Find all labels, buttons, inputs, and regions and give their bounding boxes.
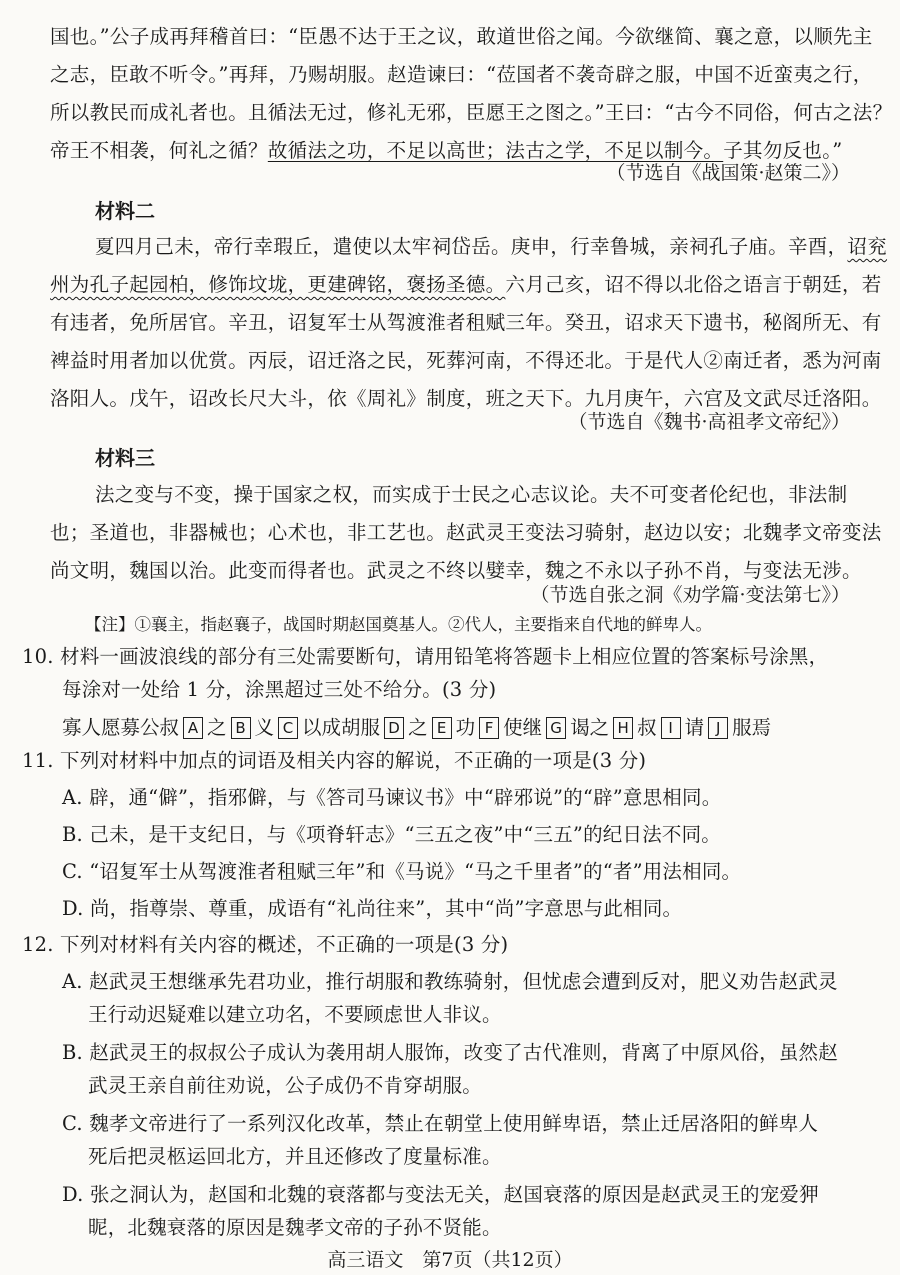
q10-seg: 使继 [503, 716, 543, 739]
q10-seg: 寡人愿募公叔 [62, 716, 180, 739]
answer-box-f[interactable]: F [479, 717, 499, 739]
q10-seg: 功 [455, 716, 476, 739]
footnote: 【注】①襄主，指赵襄子，战国时期赵国奠基人。②代人，主要指来自代地的鲜卑人。 [85, 615, 712, 634]
answer-box-i[interactable]: I [661, 717, 681, 739]
q11-option-c: C. “诏复军士从驾渡淮者租赋三年”和《马说》“马之千里者”的“者”用法相同。 [62, 860, 742, 883]
m3-line-2: 也；圣道也，非器械也；心术也，非工艺也。赵武灵王变法习骑射，赵边以安；北魏孝文帝变法 [50, 521, 882, 544]
m2-line-5: 洛阳人。戊午，诏改长尺大斗，依《周礼》制度，班之天下。九月庚午，六宫及文武尽迁洛阳。 [50, 387, 882, 410]
q12-option-d-line-2: 昵，北魏衰落的原因是魏孝文帝的子孙不贤能。 [88, 1216, 502, 1239]
m1-line-2: 之志，臣敢不听令。”再拜，乃赐胡服。赵造谏曰：“莅国者不袭奇辟之服，中国不近蛮夷之行， [50, 63, 873, 86]
q10-seg: 叔 [637, 716, 657, 739]
q10-seg: 义 [254, 716, 275, 739]
m1-line-1: 国也。”公子成再拜稽首曰：“臣愚不达于王之议，敢道世俗之闻。今欲继简、襄之意，以顺先主 [50, 25, 873, 48]
q10-seg: 请 [684, 716, 705, 739]
q10-answer-row [62, 713, 771, 743]
q12-option-a-line-1: A. 赵武灵王想继承先君功业，推行胡服和教练骑射，但忧虑会遭到反对，肥义劝告赵武灵 [62, 970, 838, 993]
answer-box-d[interactable]: D [384, 717, 404, 739]
m3-line-3: 尚文明，魏国以治。此变而得者也。武灵之不终以嬖幸，魏之不永以子孙不肖，与变法无涉。 [50, 559, 862, 582]
q10-seg: 以成胡服 [302, 716, 381, 739]
answer-box-b[interactable]: B [231, 717, 251, 739]
q11-option-b: B. 己未，是干支纪日，与《项脊轩志》“三五之夜”中“三五”的纪日法不同。 [62, 823, 722, 846]
m2-line-2-post: 六月己亥，诏不得以北俗之语言于朝廷，若 [505, 273, 882, 296]
m3-line-1: 法之变与不变，操于国家之权，而实成于士民之心志议论。夫不可变者伦纪也，非法制 [95, 483, 848, 506]
m2-line-4: 裨益时用者加以优赏。丙辰，诏迁洛之民，死葬河南，不得还北。于是代人②南迁者，悉为河南 [50, 349, 882, 372]
m1-line-4-pre: 帝王不相袭，何礼之循？ [50, 139, 268, 162]
m2-line-3: 有违者，免所居官。辛丑，诏复军士从驾渡淮者租赋三年。癸丑，诏求天下遗书，秘阁所无、有 [50, 311, 882, 334]
m1-underlined-sentence: 故循法之功，不足以高世；法古之学，不足以制今。 [267, 139, 724, 162]
q11-option-d: D. 尚，指尊崇、尊重，成语有“礼尚往来”，其中“尚”字意思与此相同。 [62, 897, 683, 920]
answer-box-h[interactable]: H [613, 717, 633, 739]
q12-option-b-line-2: 武灵王亲自前往劝说，公子成仍不肯穿胡服。 [88, 1074, 483, 1097]
q10-seg: 之 [207, 716, 227, 739]
q11-option-a: A. 辟，通“僻”，指邪僻，与《答司马谏议书》中“辟邪说”的“辟”意思相同。 [62, 786, 722, 809]
m3-heading: 材料三 [95, 446, 155, 470]
answer-box-a[interactable]: A [183, 717, 203, 739]
q10-stem-line-1: 10. 材料一画波浪线的部分有三处需要断句，请用铅笔将答题卡上相应位置的答案标号涂黑， [22, 645, 829, 668]
m1-line-4-post: 子其勿反也。” [723, 139, 843, 162]
answer-box-e[interactable]: E [432, 717, 452, 739]
q12-option-c-line-2: 死后把灵柩运回北方，并且还修改了度量标准。 [88, 1145, 502, 1168]
m2-line-1 [95, 232, 887, 262]
q10-stem-line-2: 每涂对一处给 1 分，涂黑超过三处不给分。(3 分) [62, 678, 497, 701]
q12-stem: 12. 下列对材料有关内容的概述，不正确的一项是(3 分) [22, 933, 509, 956]
m3-source: （节选自张之洞《劝学篇·变法第七》） [530, 584, 850, 606]
q12-option-a-line-2: 王行动迟疑难以建立功名，不要顾虑世人非议。 [88, 1003, 502, 1026]
m2-wavy-segment-2: 州为孔子起园柏，修饰坟垅，更建碑铭，褒扬圣德。 [50, 273, 506, 296]
q12-option-d-line-1: D. 张之洞认为，赵国和北魏的衰落都与变法无关，赵国衰落的原因是赵武灵王的宠爱狎 [62, 1183, 819, 1206]
answer-box-c[interactable]: C [278, 717, 298, 739]
m2-source: （节选自《魏书·高祖孝文帝纪》） [568, 411, 850, 433]
q10-seg: 之 [408, 716, 428, 739]
m2-wavy-segment-1: 诏兖 [847, 235, 888, 258]
q12-option-b-line-1: B. 赵武灵王的叔叔公子成认为袭用胡人服饰，改变了古代准则，背离了中原风俗，虽然赵 [62, 1041, 838, 1064]
m2-line-2 [50, 270, 882, 300]
m2-line-1-pre: 夏四月己未，帝行幸瑕丘，遣使以太牢祠岱岳。庚申，行幸鲁城，亲祠孔子庙。辛酉， [95, 235, 848, 258]
answer-box-g[interactable]: G [546, 717, 566, 739]
m2-heading: 材料二 [95, 199, 155, 223]
q11-stem: 11. 下列对材料中加点的词语及相关内容的解说，不正确的一项是(3 分) [22, 749, 647, 772]
m1-source: （节选自《战国策·赵策二》） [606, 162, 850, 184]
q10-seg: 谒之 [570, 716, 610, 739]
page-footer: 高三语文 第7页（共12页） [327, 1249, 573, 1271]
q10-seg: 服焉 [732, 716, 772, 739]
answer-box-j[interactable]: J [708, 717, 728, 739]
m1-line-3: 所以教民而成礼者也。且循法无过，修礼无邪，臣愿王之图之。”王曰：“古今不同俗，何古之法？ [50, 101, 893, 124]
q12-option-c-line-1: C. 魏孝文帝进行了一系列汉化改革，禁止在朝堂上使用鲜卑语，禁止迁居洛阳的鲜卑人 [62, 1112, 819, 1135]
